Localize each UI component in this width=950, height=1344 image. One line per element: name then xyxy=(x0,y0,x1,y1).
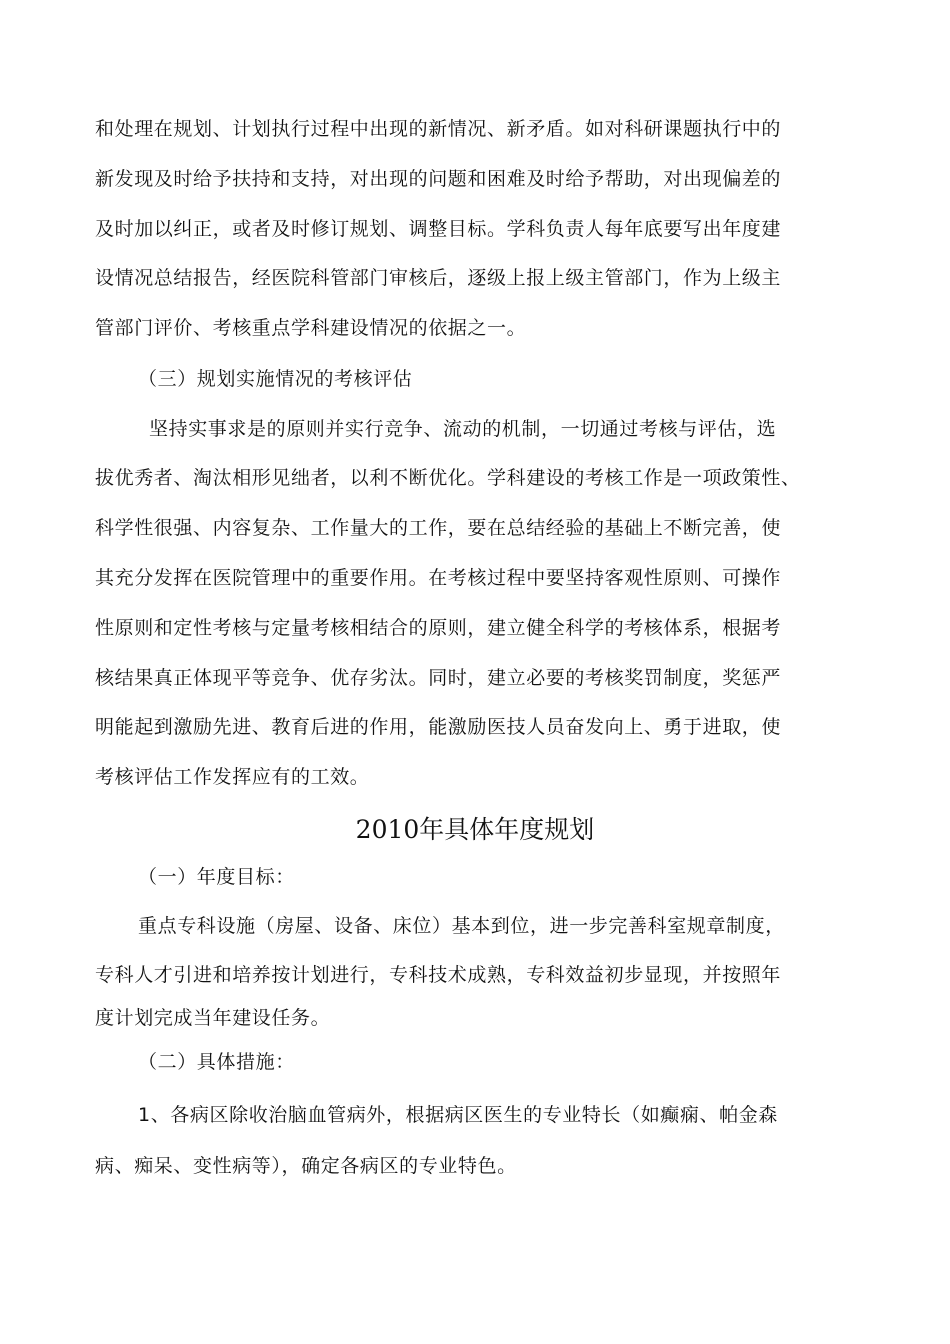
paragraph-4-line-2: 病、痴呆、变性病等），确定各病区的专业特色。 xyxy=(95,1155,517,1177)
paragraph-1-line-4: 设情况总结报告，经医院科管部门审核后，逐级上报上级主管部门，作为上级主 xyxy=(95,267,782,289)
paragraph-4-line-1: 1、各病区除收治脑血管病外，根据病区医生的专业特长（如癫痫、帕金森 xyxy=(138,1104,778,1126)
section-1-heading: （一）年度目标： xyxy=(138,866,295,888)
section-2-heading: （二）具体措施： xyxy=(138,1051,295,1073)
paragraph-2-line-3: 科学性很强、内容复杂、工作量大的工作，要在总结经验的基础上不断完善，使 xyxy=(95,517,782,539)
paragraph-2-line-2: 拔优秀者、淘汰相形见绌者，以利不断优化。学科建设的考核工作是一项政策性、 xyxy=(95,467,801,489)
section-3-heading: （三）规划实施情况的考核评估 xyxy=(138,368,413,390)
paragraph-2-line-1: 坚持实事求是的原则并实行竞争、流动的机制，一切通过考核与评估，选 xyxy=(149,418,777,440)
paragraph-1-line-3: 及时加以纠正，或者及时修订规划、调整目标。学科负责人每年底要写出年度建 xyxy=(95,218,782,240)
paragraph-2-line-6: 核结果真正体现平等竞争、优存劣汰。同时，建立必要的考核奖罚制度，奖惩严 xyxy=(95,667,782,689)
paragraph-1-line-2: 新发现及时给予扶持和支持，对出现的问题和困难及时给予帮助，对出现偏差的 xyxy=(95,168,782,190)
paragraph-2-line-4: 其充分发挥在医院管理中的重要作用。在考核过程中要坚持客观性原则、可操作 xyxy=(95,567,782,589)
paragraph-3-line-1: 重点专科设施（房屋、设备、床位）基本到位，进一步完善科室规章制度， xyxy=(138,915,785,937)
paragraph-1-line-1: 和处理在规划、计划执行过程中出现的新情况、新矛盾。如对科研课题执行中的 xyxy=(95,118,782,140)
paragraph-2-line-7: 明能起到激励先进、教育后进的作用，能激励医技人员奋发向上、勇于进取，使 xyxy=(95,716,782,738)
paragraph-1-line-5: 管部门评价、考核重点学科建设情况的依据之一。 xyxy=(95,317,527,339)
paragraph-2-line-8: 考核评估工作发挥应有的工效。 xyxy=(95,766,370,788)
paragraph-3-line-2: 专科人才引进和培养按计划进行，专科技术成熟，专科效益初步显现，并按照年 xyxy=(95,964,782,986)
plan-heading-title: 具体年度规划 xyxy=(444,815,595,844)
plan-heading-year: 2010年 xyxy=(355,815,445,844)
paragraph-3-line-3: 度计划完成当年建设任务。 xyxy=(95,1007,331,1029)
plan-heading xyxy=(0,814,950,846)
paragraph-2-line-5: 性原则和定性考核与定量考核相结合的原则，建立健全科学的考核体系，根据考 xyxy=(95,617,782,639)
